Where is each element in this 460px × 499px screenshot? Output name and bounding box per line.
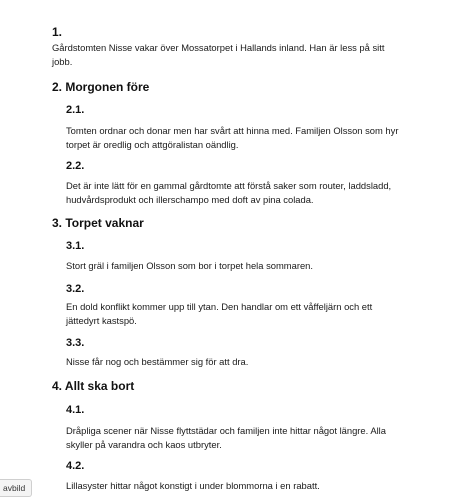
text-line: Det är inte lätt för en gammal gårdtomte att förstå saker som router, laddsladd,	[66, 180, 392, 191]
subsection-2-2-text	[66, 179, 391, 207]
text-line: Tomten ordnar och donar men har svårt att hinna med. Familjen Olsson som hyr	[66, 125, 399, 136]
text-line: jobb.	[52, 56, 73, 67]
subsection-3-3-text	[66, 355, 248, 369]
section-1-text	[52, 41, 384, 69]
text-line: Nisse får nog och bestämmer sig för att dra.	[66, 356, 249, 367]
subsection-2-2-heading: 2.2.	[66, 160, 85, 172]
section-3-heading: 3. Torpet vaknar	[52, 216, 144, 230]
subsection-4-1-text	[66, 424, 386, 452]
text-line: hudvårdsprodukt och illerschampo med doft av pina colada.	[66, 194, 314, 205]
subsection-3-2-heading: 3.2.	[66, 283, 85, 295]
section-2-heading: 2. Morgonen före	[52, 80, 150, 94]
text-line: Stort gräl i familjen Olsson som bor i torpet hela sommaren.	[66, 260, 313, 271]
subsection-4-2-text	[66, 479, 320, 493]
text-line: torpet är oredlig och attgöralistan oändlig.	[66, 139, 239, 150]
text-line: Dråpliga scener när Nisse flyttstädar och familjen inte hittar något längre. Alla	[66, 425, 386, 436]
subsection-3-3-heading: 3.3.	[66, 337, 85, 349]
subsection-4-1-heading: 4.1.	[66, 404, 85, 416]
text-line: skyller på varandra och kaos utbryter.	[66, 439, 222, 450]
subsection-2-1-heading: 2.1.	[66, 104, 85, 116]
corner-button[interactable]: avbild	[0, 479, 32, 497]
subsection-3-1-text	[66, 259, 313, 273]
section-1-heading: 1.	[52, 25, 63, 39]
subsection-2-1-text	[66, 124, 398, 152]
section-4-heading: 4. Allt ska bort	[52, 379, 135, 393]
subsection-4-2-heading: 4.2.	[66, 460, 85, 472]
subsection-3-2-text	[66, 300, 372, 328]
text-line: Gårdstomten Nisse vakar över Mossatorpet i Hallands inland. Han är less på sitt	[52, 42, 385, 53]
text-line: En dold konflikt kommer upp till ytan. Den handlar om ett våffeljärn och ett	[66, 301, 373, 312]
subsection-3-1-heading: 3.1.	[66, 240, 85, 252]
text-line: Lillasyster hittar något konstigt i under blommorna i en rabatt.	[66, 480, 320, 491]
text-line: jättedyrt kastspö.	[66, 315, 137, 326]
